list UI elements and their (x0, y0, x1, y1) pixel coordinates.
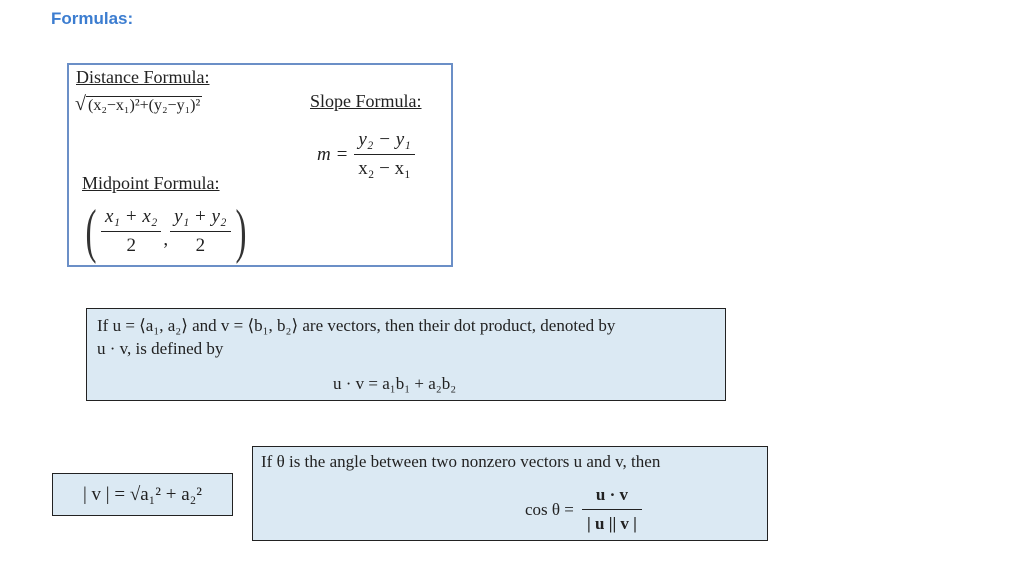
cosine-lhs: cos θ = (525, 499, 574, 519)
midpoint-formula: ( $\frac{\text{x₁ + x₂}}{2}$ , $\frac{\text{y₁ + y₂}}{2}$ ) (85, 198, 247, 264)
slope-formula-label: Slope Formula: (310, 91, 422, 111)
dot-product-text-line1: If u = ⟨a₁, a₂⟩ and v = ⟨b₁, b₂⟩ are vectors, then their dot product, denoted by (97, 316, 616, 335)
midpoint-y-denominator: 2 (195, 234, 206, 256)
distance-formula: √ (x₂−x₁)²+(y₂−y₁)² (75, 93, 201, 115)
slope-denominator: x₂ − x₁ (358, 158, 411, 179)
cosine-denominator: | u || v | (587, 514, 637, 533)
cosine-formula (525, 485, 642, 534)
angle-text: If θ is the angle between two nonzero vectors u and v, then (261, 452, 661, 471)
page-heading: Formulas: (51, 9, 134, 28)
dot-product-equation: u · v = a₁b₁ + a₂b₂ (333, 374, 457, 393)
cosine-numerator: u · v (582, 485, 642, 510)
magnitude-equation: | v | = √a₁² + a₂² (83, 483, 202, 505)
midpoint-formula-label: Midpoint Formula: (82, 173, 220, 193)
slope-formula (317, 129, 415, 180)
magnitude-box (52, 473, 233, 516)
dot-product-text-line2: u · v, is defined by (97, 339, 224, 358)
midpoint-y-numerator: y₁ + y₂ (170, 206, 230, 232)
midpoint-x-denominator: 2 (126, 234, 136, 256)
distance-formula-label: Distance Formula: (76, 67, 210, 87)
formulas-box (67, 63, 453, 267)
distance-radicand: (x₂−x₁)²+(y₂−y₁)² (87, 97, 201, 114)
dot-product-box (86, 308, 726, 401)
slope-numerator: y₂ − y₁ (354, 129, 414, 155)
midpoint-x-numerator: x₁ + x₂ (101, 206, 161, 232)
slope-lhs: m = (317, 143, 349, 165)
angle-box (252, 446, 768, 541)
